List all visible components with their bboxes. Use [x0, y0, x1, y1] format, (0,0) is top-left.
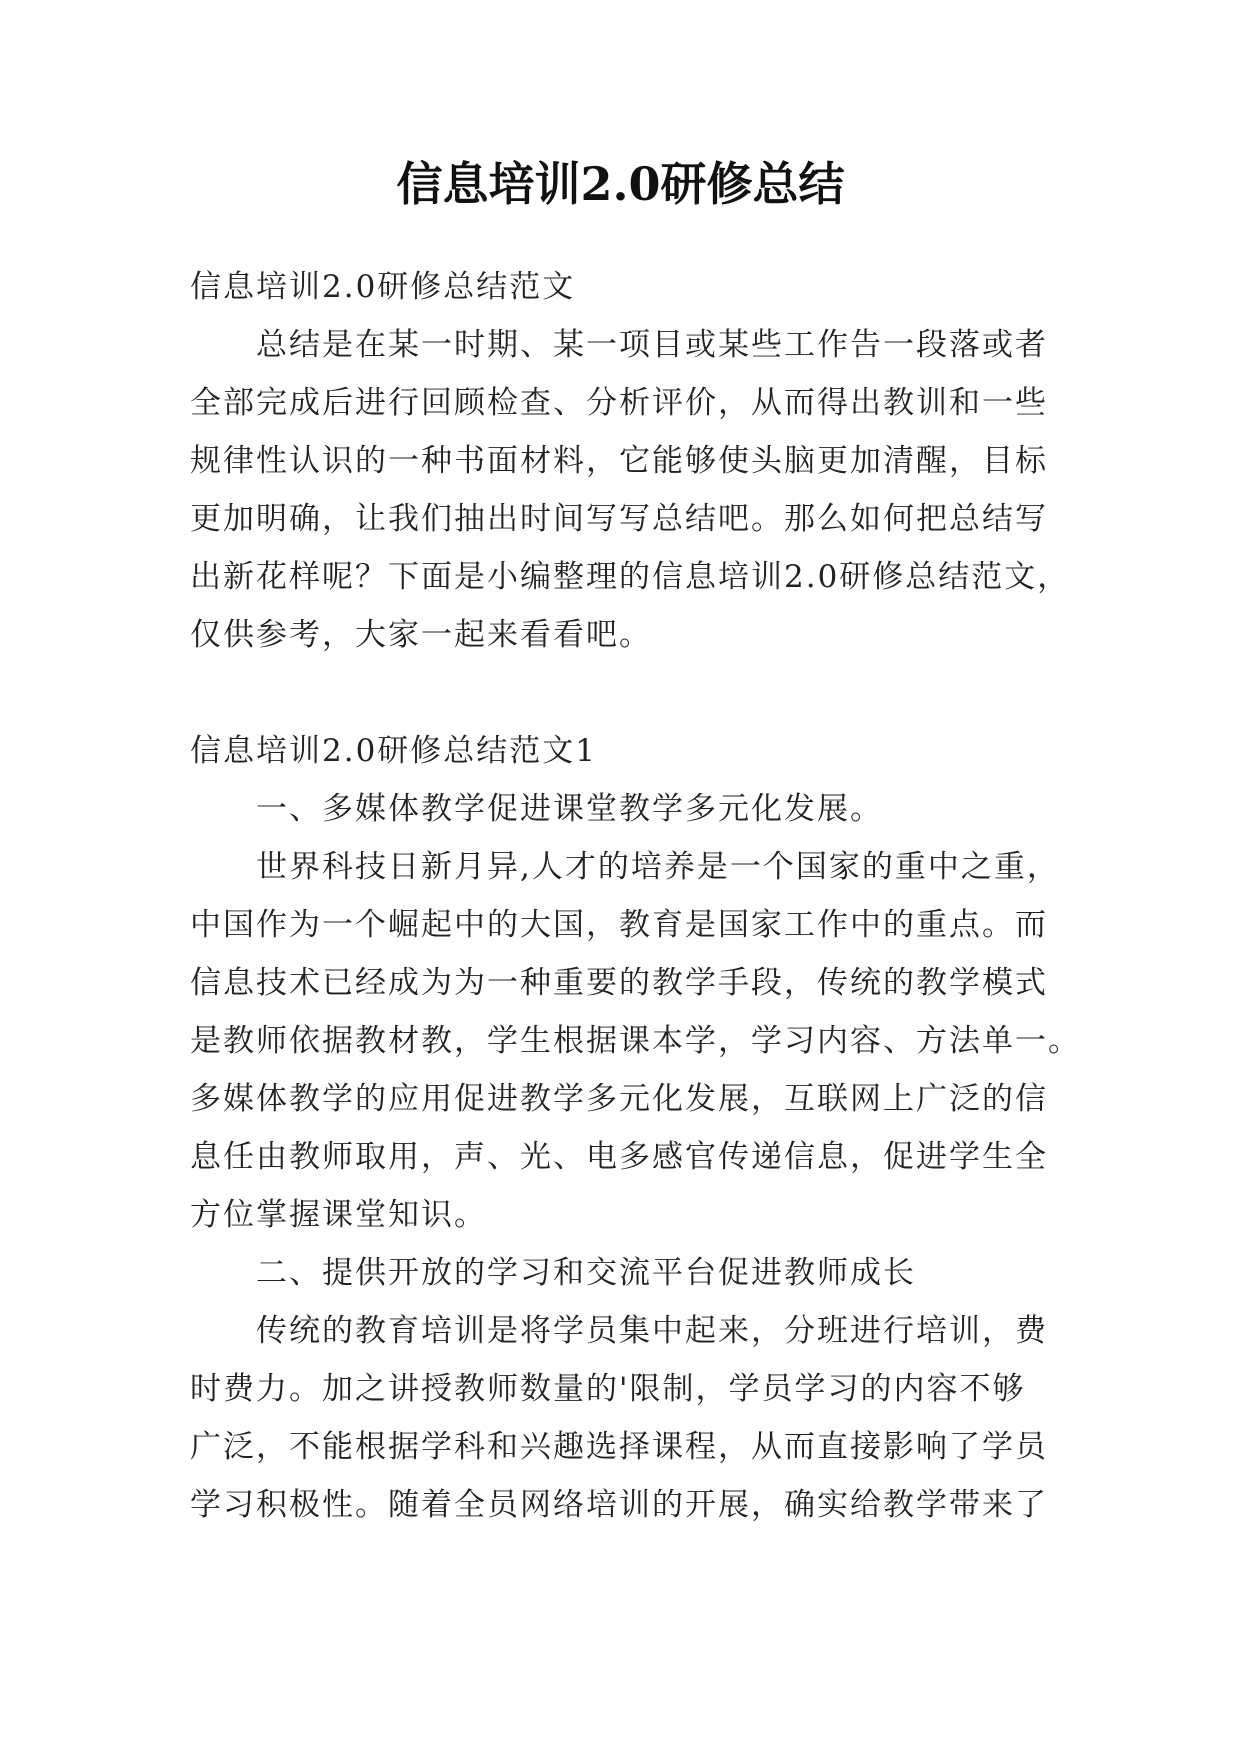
paragraph-line: 息任由教师取用，声、光、电多感官传递信息，促进学生全: [190, 1139, 1048, 1175]
paragraph-line: 学习积极性。随着全员网络培训的开展，确实给教学带来了: [190, 1487, 1048, 1523]
intro-heading: 信息培训2.0研修总结范文: [190, 269, 576, 305]
document-body: [190, 258, 1081, 1534]
document-title: 信息培训2.0研修总结: [396, 157, 845, 211]
paragraph-line: 多媒体教学的应用促进教学多元化发展，互联网上广泛的信: [190, 1081, 1048, 1117]
point-two-paragraph: [190, 1302, 1052, 1534]
paragraph-line: 仅供参考，大家一起来看看吧。: [190, 617, 652, 653]
paragraph-line: 世界科技日新月异,人才的培养是一个国家的重中之重，: [256, 849, 1060, 885]
paragraph-line: 方位掌握课堂知识。: [190, 1197, 487, 1233]
point-two-title: 二、提供开放的学习和交流平台促进教师成长: [256, 1255, 916, 1291]
point-one-title: 一、多媒体教学促进课堂教学多元化发展。: [256, 791, 883, 827]
paragraph-line: 全部完成后进行回顾检查、分析评价，从而得出教训和一些: [190, 385, 1048, 421]
paragraph-line: 总结是在某一时期、某一项目或某些工作告一段落或者: [256, 327, 1048, 363]
point-one-paragraph: [190, 838, 1081, 1244]
paragraph-line: 是教师依据教材教，学生根据课本学，学习内容、方法单一。: [190, 1023, 1081, 1059]
paragraph-line: 中国作为一个崛起中的大国，教育是国家工作中的重点。而: [190, 907, 1048, 943]
paragraph-line: 广泛，不能根据学科和兴趣选择课程，从而直接影响了学员: [190, 1429, 1048, 1465]
paragraph-line: 传统的教育培训是将学员集中起来，分班进行培训，费: [256, 1313, 1048, 1349]
paragraph-line: 更加明确，让我们抽出时间写写总结吧。那么如何把总结写: [190, 501, 1048, 537]
paragraph-line: 信息技术已经成为为一种重要的教学手段，传统的教学模式: [190, 965, 1048, 1001]
paragraph-line: 规律性认识的一种书面材料，它能够使头脑更加清醒，目标: [190, 443, 1048, 479]
paragraph-spacer: [190, 664, 1052, 722]
paragraph-line: 时费力。加之讲授教师数量的'限制，学员学习的内容不够: [190, 1371, 1026, 1407]
section-heading: 信息培训2.0研修总结范文1: [190, 733, 598, 769]
intro-paragraph: [190, 316, 1071, 664]
paragraph-line: 出新花样呢？下面是小编整理的信息培训2.0研修总结范文，: [190, 559, 1071, 595]
